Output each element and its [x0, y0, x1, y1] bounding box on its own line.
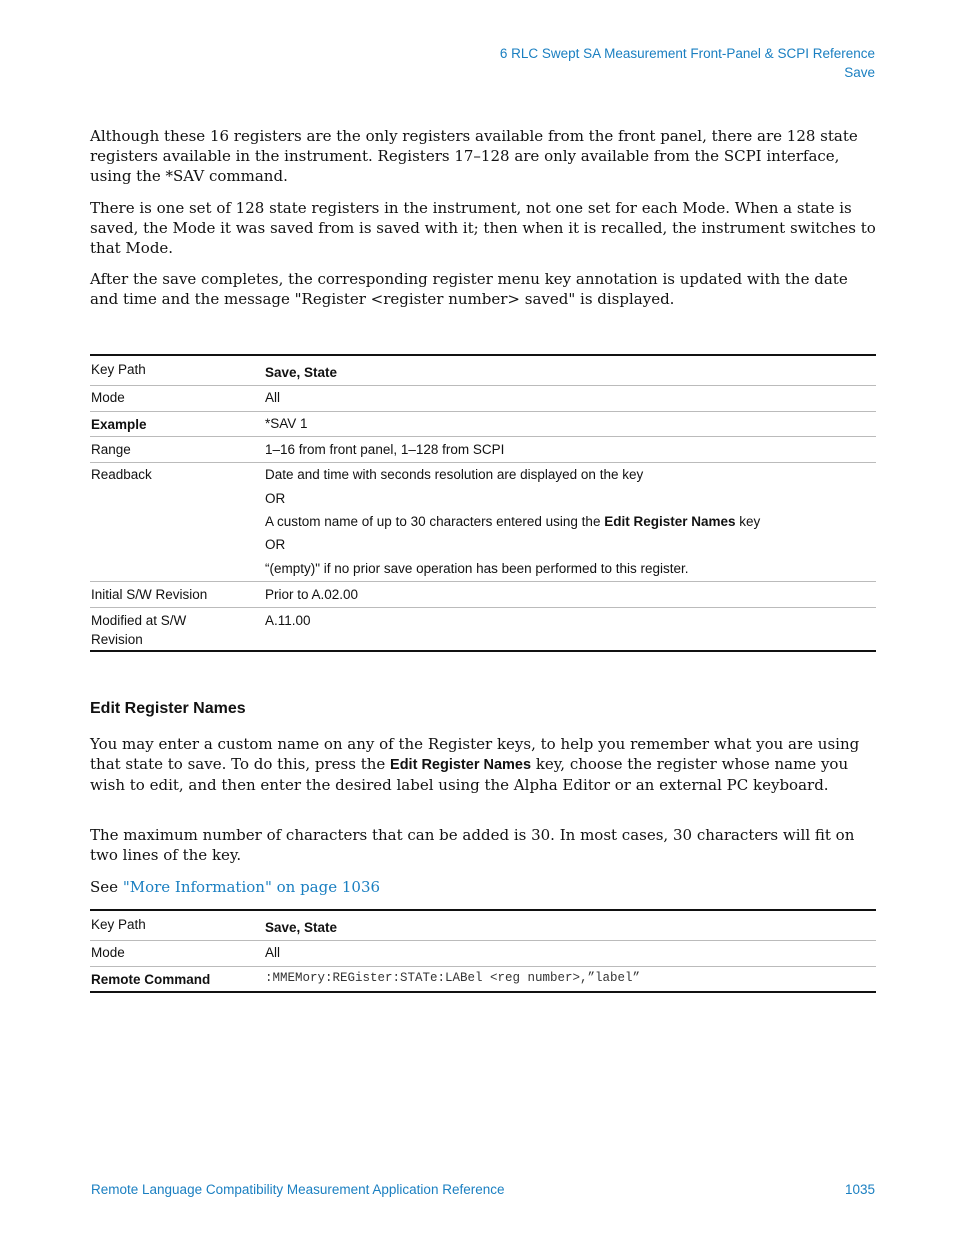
readback-label: Readback	[91, 467, 152, 482]
range-label: Range	[91, 442, 131, 457]
readback-or-1: OR	[265, 491, 286, 506]
section-paragraph-2: The maximum number of characters that can be added is 30. In most cases, 30 characters will fit on two lines of the key.	[90, 826, 855, 864]
modified-revision-label	[91, 611, 186, 649]
readback-line-2	[265, 512, 865, 531]
readback-line-2-text: A custom name of up to 30 characters entered using the	[265, 514, 605, 529]
table1-bottom-rule	[90, 650, 876, 652]
readback-or-2: OR	[265, 537, 286, 552]
table-row	[90, 437, 876, 463]
section-paragraph-1	[90, 734, 876, 795]
intro-paragraph-2: There is one set of 128 state registers in the instrument, not one set for each Mode. When a state is saved, the Mode it was saved from is saved with it; then when it is recalled, the instrument switches to that Mode.	[90, 199, 876, 257]
mode-label: Mode	[91, 390, 125, 405]
table-row	[90, 913, 876, 941]
section-heading: Edit Register Names	[90, 700, 246, 717]
chapter-title: 6 RLC Swept SA Measurement Front-Panel & SCPI Reference	[499, 46, 875, 61]
remote-command-value: :MMEMory:REGister:STATe:LABel <reg number>,”label”	[265, 971, 641, 985]
page-number: 1035	[844, 1182, 875, 1197]
table-row	[90, 941, 876, 967]
key-path-label: Key Path	[91, 917, 146, 932]
key-path-value: Save, State	[265, 365, 338, 380]
table-row	[90, 608, 876, 650]
table2-bottom-rule	[90, 991, 876, 993]
example-value: *SAV 1	[265, 416, 308, 431]
readback-line-2-suffix: key	[735, 514, 761, 529]
mode-value: All	[265, 390, 281, 405]
mode-label: Mode	[91, 945, 125, 960]
key-path-value: Save, State	[265, 920, 338, 935]
intro-paragraph-3: After the save completes, the corresponding register menu key annotation is updated with the date and time and the message "Register <register number> saved" is displayed.	[90, 270, 848, 308]
table2-top-rule	[90, 909, 876, 911]
initial-revision-label: Initial S/W Revision	[91, 587, 208, 602]
edit-register-names-key-ref: Edit Register Names	[604, 514, 736, 529]
readback-line-1: Date and time with seconds resolution are displayed on the key	[265, 467, 644, 482]
running-header	[500, 44, 875, 82]
initial-revision-value: Prior to A.02.00	[265, 587, 359, 602]
modified-revision-value: A.11.00	[265, 613, 311, 628]
modified-label-line-1: Modified at S/W	[91, 613, 187, 628]
edit-register-names-key-ref: Edit Register Names	[390, 757, 532, 773]
table-row	[90, 582, 876, 608]
range-value: 1–16 from front panel, 1–128 from SCPI	[265, 442, 505, 457]
table-row	[90, 386, 876, 412]
key-path-label: Key Path	[91, 362, 146, 377]
modified-label-line-2: Revision	[91, 632, 143, 647]
table-row	[90, 412, 876, 437]
intro-paragraph-1: Although these 16 registers are the only registers available from the front panel, there are 128 state registers available in the instrument. Registers 17–128 are only available from the SCPI interface, using the *SAV command.	[90, 127, 858, 185]
table-row	[90, 967, 876, 991]
remote-command-label: Remote Command	[91, 972, 211, 987]
see-also	[90, 877, 876, 897]
see-prefix: See	[90, 878, 123, 896]
table-row	[90, 463, 876, 582]
table1-top-rule	[90, 354, 876, 356]
example-label: Example	[91, 417, 147, 432]
footer-title: Remote Language Compatibility Measurement Application Reference	[91, 1182, 505, 1197]
section-p1-text-b: key, choose the register whose name you wish to edit, and then enter the desired label using the Alpha Editor or an external PC keyboard.	[90, 755, 849, 794]
section-title: Save	[844, 65, 875, 80]
mode-value: All	[265, 945, 281, 960]
table-row	[90, 358, 876, 386]
more-information-link[interactable]: "More Information" on page 1036	[122, 878, 381, 896]
readback-line-3: “(empty)" if no prior save operation has been performed to this register.	[265, 561, 689, 576]
section-p1-text-a: You may enter a custom name on any of the Register keys, to help you remember what you are using that state to save. To do this, press the	[90, 735, 860, 773]
